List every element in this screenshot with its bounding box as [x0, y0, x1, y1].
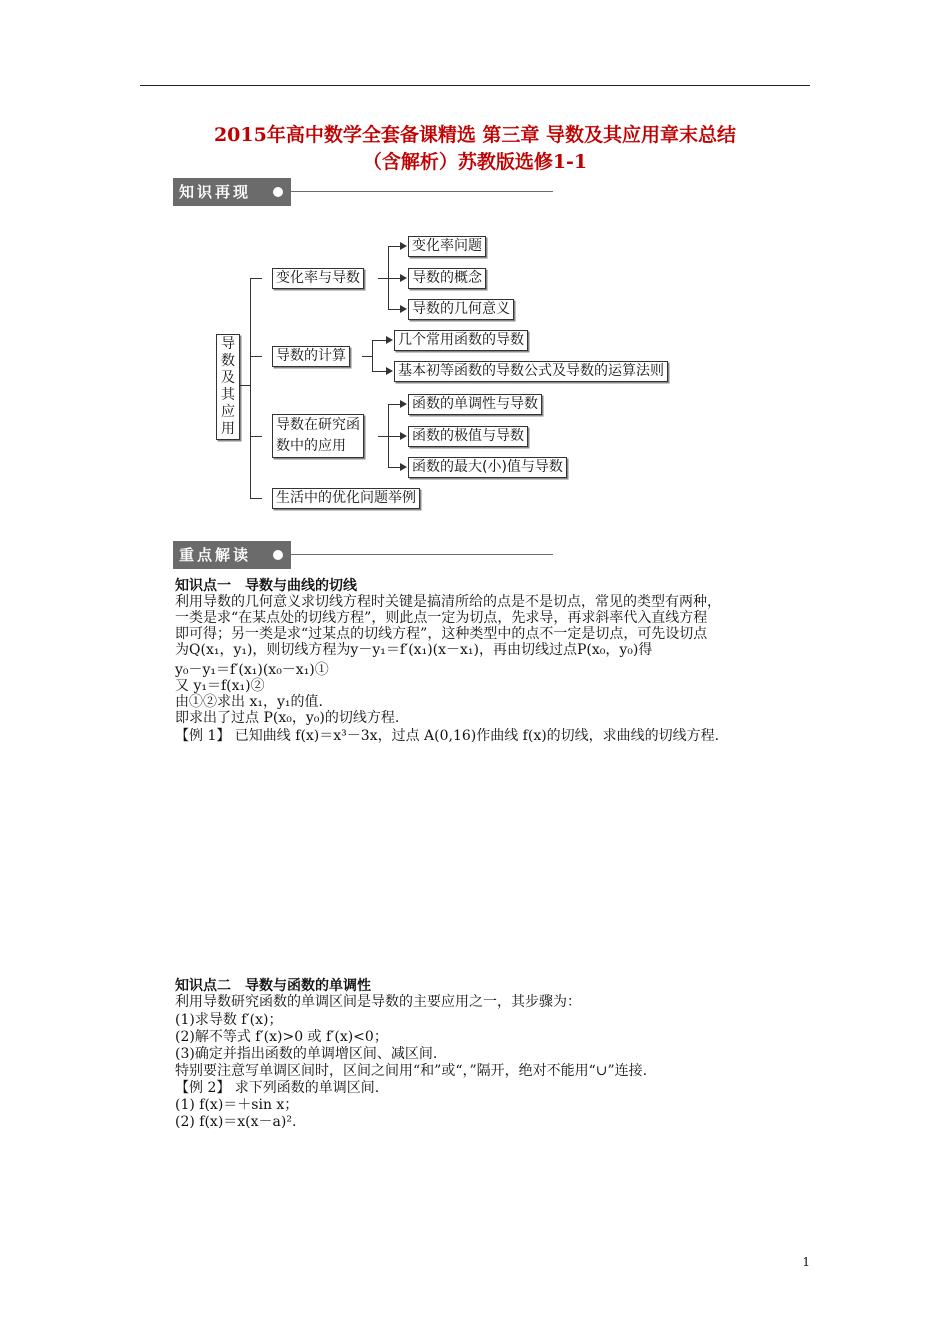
- kp1-line: 又 y₁＝f(x₁)②: [175, 678, 265, 694]
- top-rule: [140, 85, 810, 86]
- connector: [240, 385, 250, 386]
- connector: [250, 278, 251, 498]
- kp1-line: 一类是求“在某点处的切线方程”，则此点一定为切点，先求导，再求斜率代入直线方程: [175, 610, 708, 626]
- connector: [388, 404, 400, 405]
- band-dot-icon: [273, 550, 283, 560]
- tree-leaf-rate-problem: 变化率问题: [408, 236, 486, 257]
- tree-leaf-max-min: 函数的最大(小)值与导数: [408, 457, 567, 478]
- tree-leaf-common-function-derivatives: 几个常用函数的导数: [394, 330, 528, 351]
- arrow-icon: [400, 432, 407, 440]
- page-number: 1: [802, 1255, 810, 1269]
- kp2-line: 利用导数研究函数的单调区间是导数的主要应用之一，其步骤为：: [175, 994, 581, 1010]
- connector: [250, 498, 262, 499]
- connector: [372, 371, 386, 372]
- connector: [250, 278, 262, 279]
- arrow-icon: [400, 463, 407, 471]
- section-label-key-points: 重点解读: [173, 541, 291, 569]
- connector: [388, 467, 400, 468]
- arrow-icon: [386, 336, 393, 344]
- kp1-line: 即可得；另一类是求“过某点的切线方程”，这种类型中的点不一定是切点，可先设切点: [175, 626, 708, 642]
- tree-branch-derivative-calculation: 导数的计算: [272, 346, 350, 367]
- tree-branch-applications: [272, 414, 364, 458]
- tree-leaf-geometric-meaning: 导数的几何意义: [408, 299, 514, 320]
- knowledge-tree: [210, 230, 730, 520]
- tree-root: 导数及其应用: [216, 334, 240, 440]
- section-band-knowledge: [173, 178, 553, 206]
- tree-branch-rate-and-derivative: 变化率与导数: [272, 268, 364, 289]
- connector: [372, 340, 373, 371]
- kp1-line: y₀－y₁＝f′(x₁)(x₀－x₁)①: [175, 662, 329, 678]
- connector: [372, 340, 386, 341]
- connector: [378, 278, 388, 279]
- document-title-line2: （含解析）苏教版选修1-1: [362, 151, 588, 173]
- tree-leaf-monotonicity: 函数的单调性与导数: [408, 394, 542, 415]
- kp2-line: 特别要注意写单调区间时，区间之间用“和”或“，”隔开，绝对不能用“∪”连接.: [175, 1063, 648, 1079]
- arrow-icon: [386, 367, 393, 375]
- kp2-heading: 知识点二 导数与函数的单调性: [175, 978, 371, 994]
- example-2-part: (1) f(x)＝＋sin x；: [175, 1097, 299, 1113]
- kp1-line: 利用导数的几何意义求切线方程时关键是搞清所给的点是不是切点，常见的类型有两种，: [175, 594, 721, 610]
- tree-branch-optimization: 生活中的优化问题举例: [272, 488, 420, 509]
- connector: [388, 246, 400, 247]
- kp2-line: (2)解不等式 f′(x)>0 或 f′(x)<0；: [175, 1029, 388, 1045]
- kp1-line: 为Q(x₁，y₁)，则切线方程为y－y₁＝f′(x₁)(x－x₁)，再由切线过点P(x₀，y₀)得: [175, 642, 653, 658]
- arrow-icon: [400, 400, 407, 408]
- tree-branch-applications-line1: 导数在研究函: [276, 417, 360, 433]
- kp1-heading: 知识点一 导数与曲线的切线: [175, 578, 357, 594]
- connector: [362, 356, 372, 357]
- kp1-line: 由①②求出 x₁，y₁的值.: [175, 694, 323, 710]
- connector: [250, 436, 262, 437]
- tree-branch-applications-line2: 数中的应用: [276, 438, 346, 454]
- kp1-line: 即求出了过点 P(x₀，y₀)的切线方程.: [175, 710, 400, 726]
- tree-leaf-derivative-formulas-and-rules: 基本初等函数的导数公式及导数的运算法则: [394, 361, 668, 382]
- example-2: 【例 2】 求下列函数的单调区间.: [175, 1080, 380, 1096]
- connector: [250, 356, 262, 357]
- kp2-line: (3)确定并指出函数的单调增区间、减区间.: [175, 1046, 438, 1062]
- connector: [388, 309, 400, 310]
- connector: [388, 278, 400, 279]
- band-dot-icon: [273, 187, 283, 197]
- section-band-key-points: [173, 541, 553, 569]
- band-line: [291, 554, 553, 555]
- arrow-icon: [400, 274, 407, 282]
- band-line: [291, 191, 553, 192]
- connector: [378, 436, 388, 437]
- section-label-knowledge: 知识再现: [173, 178, 291, 206]
- connector: [388, 436, 400, 437]
- tree-leaf-derivative-concept: 导数的概念: [408, 268, 486, 289]
- example-1: 【例 1】 已知曲线 f(x)＝x³－3x，过点 A(0,16)作曲线 f(x)的切线，求曲线的切线方程.: [175, 728, 720, 744]
- kp2-line: (1)求导数 f′(x)；: [175, 1012, 283, 1028]
- document-title-line1: 2015年高中数学全套备课精选 第三章 导数及其应用章末总结: [213, 124, 737, 146]
- example-2-part: (2) f(x)＝x(x－a)².: [175, 1114, 297, 1130]
- arrow-icon: [400, 242, 407, 250]
- tree-leaf-extrema: 函数的极值与导数: [408, 426, 528, 447]
- arrow-icon: [400, 305, 407, 313]
